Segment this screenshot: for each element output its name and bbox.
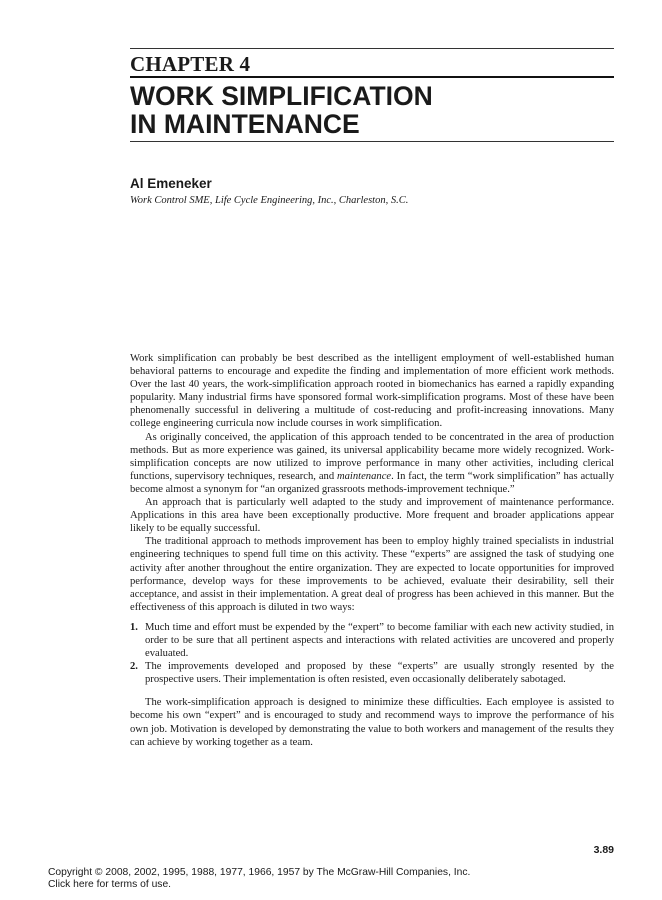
terms-of-use-link[interactable]: Click here for terms of use. xyxy=(48,879,172,890)
author-name: Al Emeneker xyxy=(130,176,212,191)
paragraph-1: Work simplification can probably be best described as the intelligent employment of well-established human behavioral patterns to encourage and expedite the finding and implementation of more efficient work methods. Over the last 40 years, the work-simplification approach rooted in biomechanics has earned a rapidly expanding popularity. Many industrial firms have sponsored formal work-simplification programs. Most of these have been phenomenally successful in delivering a multitude of cost-reducing and profit-increasing innovations. Many college engineering curricula now include courses in work simplification. xyxy=(130,353,614,430)
paragraph-3: An approach that is particularly well adapted to the study and improvement of maintenance performance. Applications in this area have been exceptionally productive. More frequent and broader applications appear likely to be equally successful. xyxy=(130,497,614,535)
list-item-text: The improvements developed and proposed by these “experts” are usually strongly resented by the prospective users. Their implementation is often resisted, even occasionally deliberately sabotaged. xyxy=(145,661,614,686)
paragraph-4: The traditional approach to methods improvement has been to employ highly trained specialists in industrial engineering techniques to spend full time on this activity. These “experts” are assigned the task of studying one activity after another throughout the entire organization. They are expected to locate opportunities for improved performance, develop ways for these improvements to be achieved, evaluate their desirability, sell their acceptance, and assist in their implementation. A great deal of progress has been achieved in this manner. But the effectiveness of this approach is diluted in two ways: xyxy=(130,536,614,613)
list-item-text: Much time and effort must be expended by the “expert” to become familiar with each new activity studied, in order to be sure that all pertinent aspects and interactions with related activities are uncovered and properly evaluated. xyxy=(145,621,614,660)
chapter-title-line-1: WORK SIMPLIFICATION xyxy=(130,81,433,111)
list-item-number: 2. xyxy=(130,661,138,673)
header-top-rule xyxy=(130,48,614,49)
list-item-number: 1. xyxy=(130,621,138,633)
header-bottom-rule xyxy=(130,141,614,142)
chapter-title xyxy=(130,82,433,138)
paragraph-5: The work-simplification approach is designed to minimize these difficulties. Each employee is assisted to become his own “expert” and is encouraged to study and recommend ways to improve the performance of his own job. Motivation is developed by demonstrating the value to both workers and management of the results they can achieve by working together as a team. xyxy=(130,697,614,748)
numbered-list xyxy=(130,621,614,686)
paragraph-2-emphasis: maintenance xyxy=(336,470,392,482)
list-item xyxy=(130,660,614,686)
page-number: 3.89 xyxy=(593,844,614,856)
header-middle-rule xyxy=(130,76,614,78)
body-text xyxy=(130,352,614,749)
copyright-notice: Copyright © 2008, 2002, 1995, 1988, 1977, 1966, 1957 by The McGraw-Hill Companies, Inc. xyxy=(48,867,471,878)
list-item xyxy=(130,621,614,660)
paragraph-2-end: . In fact, the term “work simplification” has actually become almost a synonym for “an organized grassroots methods-improvement technique.” xyxy=(130,470,614,495)
chapter-label: CHAPTER 4 xyxy=(130,52,251,76)
paragraph-2-start: As originally conceived, the application of this approach tended to be concentrated in the area of production methods. But as more experience was gained, its universal applicability became more widely recognized. Work-simplification concepts are now utilized to improve performance in many other activities, including clerical functions, supervisory techniques, research, and xyxy=(130,431,614,482)
paragraph-2 xyxy=(130,431,614,496)
author-affiliation: Work Control SME, Life Cycle Engineering, Inc., Charleston, S.C. xyxy=(130,195,409,206)
chapter-title-line-2: IN MAINTENANCE xyxy=(130,109,360,139)
